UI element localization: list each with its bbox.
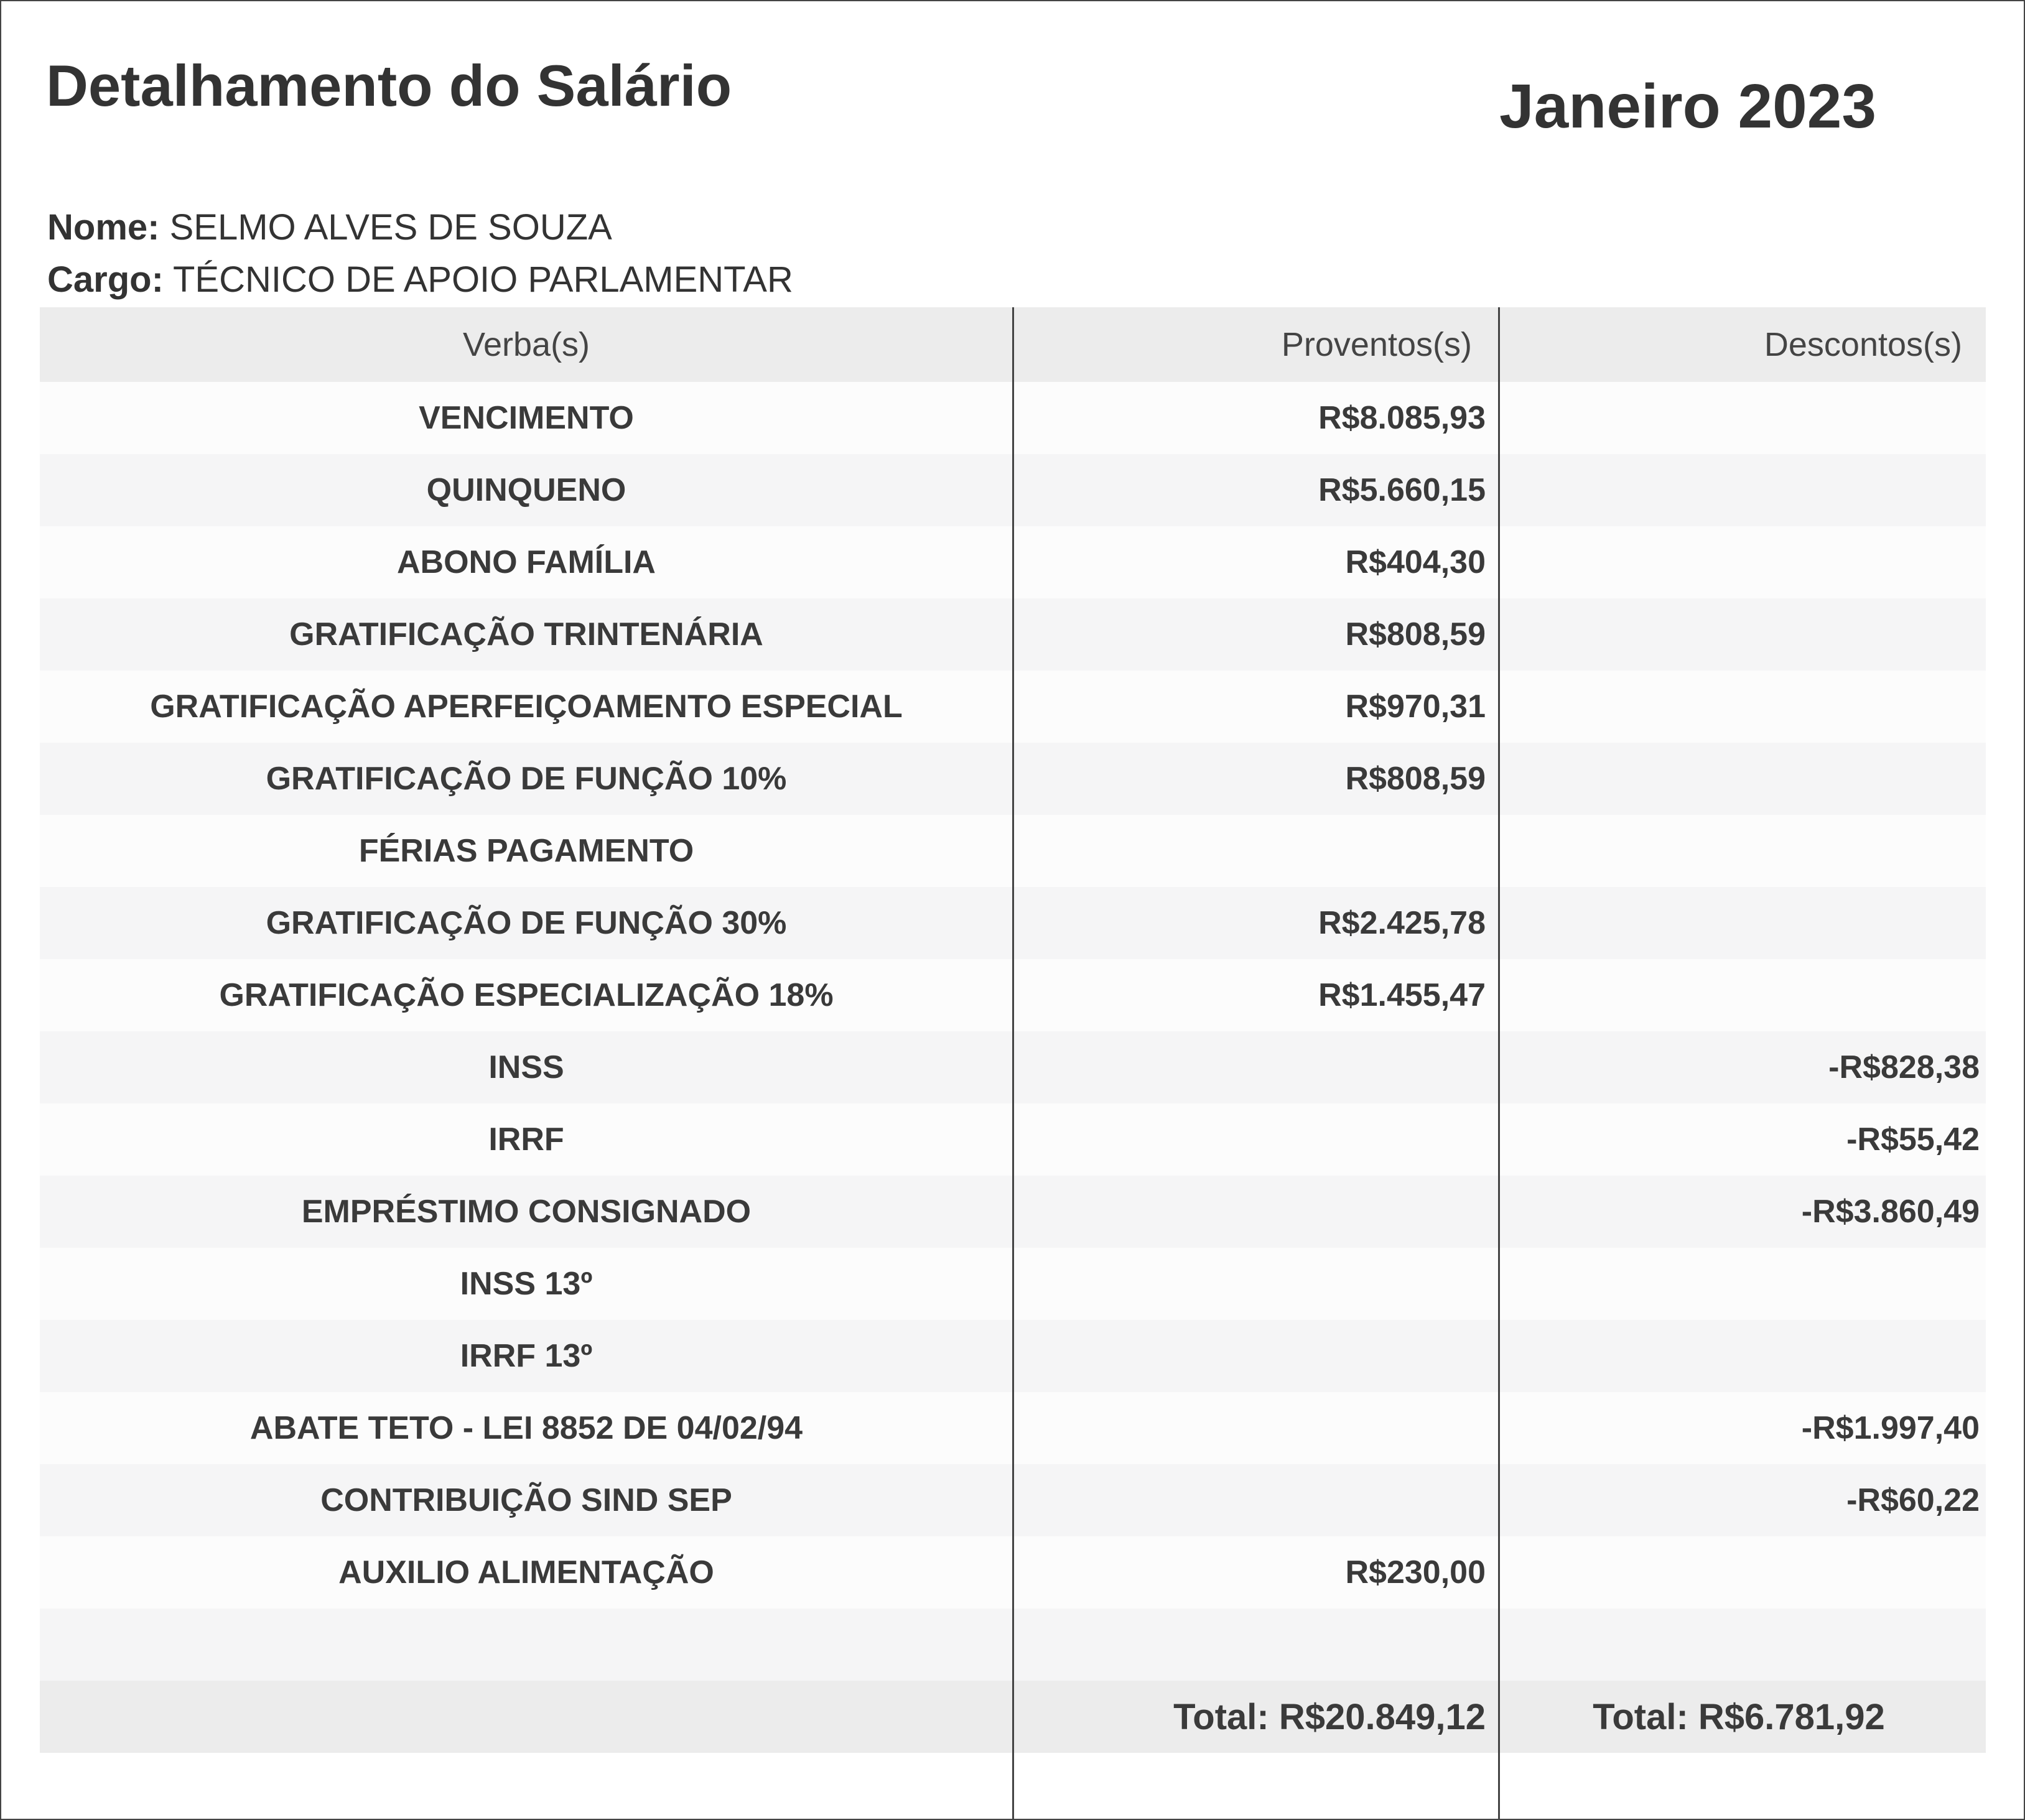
column-divider (1012, 307, 1014, 1819)
name-label: Nome: (47, 207, 160, 248)
row-item: INSS (488, 1049, 564, 1085)
row-item (40, 1609, 1013, 1681)
row-provento (1013, 1031, 1498, 1103)
row-desconto: -R$1.997,40 (1801, 1410, 1980, 1446)
employee-name-line (47, 207, 612, 248)
row-item: IRRF (488, 1121, 564, 1158)
row-provento (1013, 1103, 1498, 1176)
row-desconto: -R$3.860,49 (1801, 1194, 1980, 1230)
row-item: GRATIFICAÇÃO TRINTENÁRIA (289, 616, 763, 652)
totals-label-cell (40, 1681, 1013, 1753)
row-provento: R$8.085,93 (1318, 400, 1486, 436)
row-provento: R$230,00 (1345, 1554, 1486, 1590)
row-item: IRRF 13º (460, 1338, 593, 1374)
row-desconto (1498, 1320, 1986, 1392)
row-provento: R$970,31 (1345, 689, 1486, 725)
row-desconto (1498, 598, 1986, 671)
row-desconto (1498, 743, 1986, 815)
row-provento (1013, 1248, 1498, 1320)
row-item: FÉRIAS PAGAMENTO (358, 833, 694, 869)
column-header-proventos: Proventos(s) (1281, 326, 1472, 363)
total-descontos: Total: R$6.781,92 (1593, 1696, 1885, 1737)
column-divider (1498, 307, 1500, 1819)
row-provento (1013, 815, 1498, 887)
row-item: AUXILIO ALIMENTAÇÃO (338, 1554, 714, 1590)
column-header-descontos: Descontos(s) (1764, 326, 1962, 363)
row-desconto (1498, 526, 1986, 598)
row-desconto (1498, 1536, 1986, 1609)
row-desconto (1498, 815, 1986, 887)
row-desconto: -R$60,22 (1846, 1482, 1980, 1518)
period-label: Janeiro 2023 (1499, 72, 1876, 141)
employee-role-line (47, 259, 793, 300)
row-item: GRATIFICAÇÃO DE FUNÇÃO 10% (266, 761, 787, 797)
role-label: Cargo: (47, 259, 164, 300)
row-item: QUINQUENO (426, 472, 626, 508)
row-desconto (1498, 382, 1986, 454)
row-desconto (1498, 671, 1986, 743)
row-desconto (1498, 959, 1986, 1031)
row-provento (1013, 1464, 1498, 1536)
row-provento: R$808,59 (1345, 761, 1486, 797)
row-desconto (1498, 1609, 1986, 1681)
row-desconto: -R$828,38 (1828, 1049, 1980, 1085)
row-item: VENCIMENTO (419, 400, 634, 436)
row-provento (1013, 1176, 1498, 1248)
employee-name: SELMO ALVES DE SOUZA (169, 207, 612, 248)
row-provento: R$5.660,15 (1318, 472, 1486, 508)
row-provento: R$1.455,47 (1318, 977, 1486, 1013)
row-item: GRATIFICAÇÃO ESPECIALIZAÇÃO 18% (219, 977, 834, 1013)
row-desconto (1498, 1248, 1986, 1320)
row-desconto: -R$55,42 (1846, 1121, 1980, 1158)
row-item: ABATE TETO - LEI 8852 DE 04/02/94 (249, 1410, 803, 1446)
row-item: EMPRÉSTIMO CONSIGNADO (301, 1194, 752, 1230)
total-proventos: Total: R$20.849,12 (1173, 1696, 1486, 1737)
row-item: GRATIFICAÇÃO APERFEIÇOAMENTO ESPECIAL (150, 689, 903, 725)
row-provento (1013, 1392, 1498, 1464)
row-provento (1013, 1609, 1498, 1681)
page-title: Detalhamento do Salário (46, 53, 732, 118)
row-item: CONTRIBUIÇÃO SIND SEP (320, 1482, 732, 1518)
row-item: INSS 13º (460, 1266, 593, 1302)
row-item: GRATIFICAÇÃO DE FUNÇÃO 30% (266, 905, 787, 941)
row-desconto (1498, 887, 1986, 959)
employee-role: TÉCNICO DE APOIO PARLAMENTAR (172, 259, 793, 300)
row-desconto (1498, 454, 1986, 526)
row-provento: R$808,59 (1345, 616, 1486, 652)
row-provento: R$2.425,78 (1318, 905, 1486, 941)
column-header-verba: Verba(s) (462, 326, 590, 363)
row-item: ABONO FAMÍLIA (397, 544, 656, 580)
row-provento (1013, 1320, 1498, 1392)
row-provento: R$404,30 (1345, 544, 1486, 580)
